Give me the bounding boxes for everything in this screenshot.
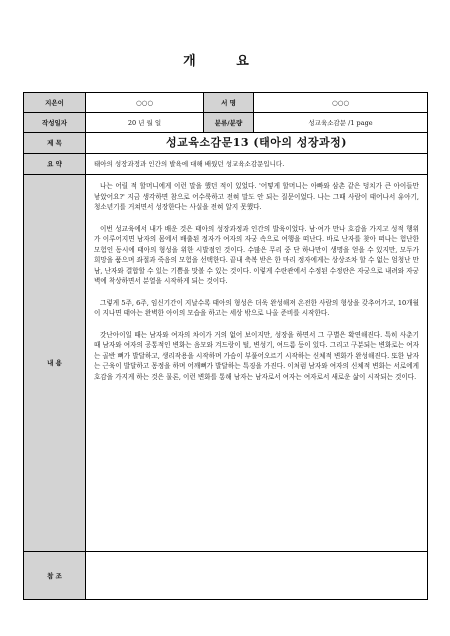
- signature-label: 서 명: [204, 93, 254, 113]
- date-value: 20 년 월 일: [86, 113, 204, 133]
- content-paragraph: 이번 성교육에서 내가 배운 것은 태아의 성장과정과 인간의 발육이었다. 남·여가 만나 호감을 가지고 성적 행위가 이루어지면 남자의 몸에서 배출된 정자가 여자의 자궁 속으로 여행을 떠난다. 바로 난자를 찾아 떠나는 험난한 모험인 동시에 태아의 형성을 위한 시발점인 것이다. 수많은 무리 중 단 하나만이 생명을 얻을 수 있지만, 모두가 희망을 품으며 좌절과 죽음의 모험을 선택한다. 끝내 축복 받은 한 마리 정자에게는 상상조차 할 수 없는 엄청난 만남, 난자와 결합할 수 있는 기쁨을 맛볼 수 있는 것이다. 이렇게 수란관에서 수정된 수정란은 자궁으로 내려와 자궁벽에 착상하면서 분열을 시작하게 되는 것이다.: [94, 224, 419, 285]
- subject-value: 성교육소감문13 (태아의 성장과정): [86, 133, 428, 154]
- author-label: 지은이: [24, 93, 86, 113]
- category-value: 성교육소감문 /1 page: [254, 113, 428, 133]
- subject-label: 제 목: [24, 133, 86, 154]
- category-label: 분류/분량: [204, 113, 254, 133]
- overview-table: [23, 92, 428, 600]
- document-title: 개 요: [183, 54, 267, 69]
- signature-value: ○○○: [254, 93, 428, 113]
- content-paragraph: 그렇게 5주, 6주, 임신기간이 지날수록 태아의 형성은 더욱 완성해져 온전한 사람의 형상을 갖추어가고, 10개월이 지나면 태아는 완벽한 아이의 모습을 하고는 세상 밖으로 나올 준비를 시작한다.: [94, 298, 419, 317]
- content-label: 내 용: [24, 175, 86, 552]
- content-paragraph: 갓난아이일 때는 남자와 여자의 차이가 거의 없어 보이지만, 성장을 하면서 그 구별은 확연해진다. 특히 사춘기 때 남자와 여자의 공통적인 변화는 음모와 겨드랑이 털, 변성기, 여드름 등이 있다. 그리고 구분되는 변화로는 여자는 골반 뼈가 발달하고, 생리작용을 시작하며 가슴이 부풀어오르기 시작하는 신체적 변화가 완성해진다. 또한 남자는 근육이 발달하고 몽정을 하며 어깨뼈가 발달하는 특징을 가진다. 이처럼 남자와 여자의 신체적 변화는 서로에게 호감을 가지게 하는 것은 물론, 이런 변화를 통해 남자는 남자로서 여자는 여자로서 새로운 삶이 시작되는 것이다.: [94, 330, 419, 381]
- date-label: 작성일자: [24, 113, 86, 133]
- author-value: ○○○: [86, 93, 204, 113]
- content-paragraph: 나는 어릴 적 할머니에게 이런 말을 했던 적이 있었다. '어떻게 할머니는 아빠와 삼촌 같은 덩치가 큰 아이들만 낳았어요?' 지금 생각하면 참으로 어수룩하고 전혀 말도 안 되는 질문이었다. 나는 그때 사람이 태어나서 유아기, 청소년기를 거쳐면서 성장한다는 사실을 전혀 알지 못했다.: [94, 182, 419, 211]
- summary-value: 태아의 성장과정과 인간의 발육에 대해 배웠던 성교육소감문입니다.: [86, 154, 428, 175]
- reference-value: [86, 552, 428, 600]
- content-body: [86, 175, 428, 552]
- reference-label: 참 조: [24, 552, 86, 600]
- summary-label: 요 약: [24, 154, 86, 175]
